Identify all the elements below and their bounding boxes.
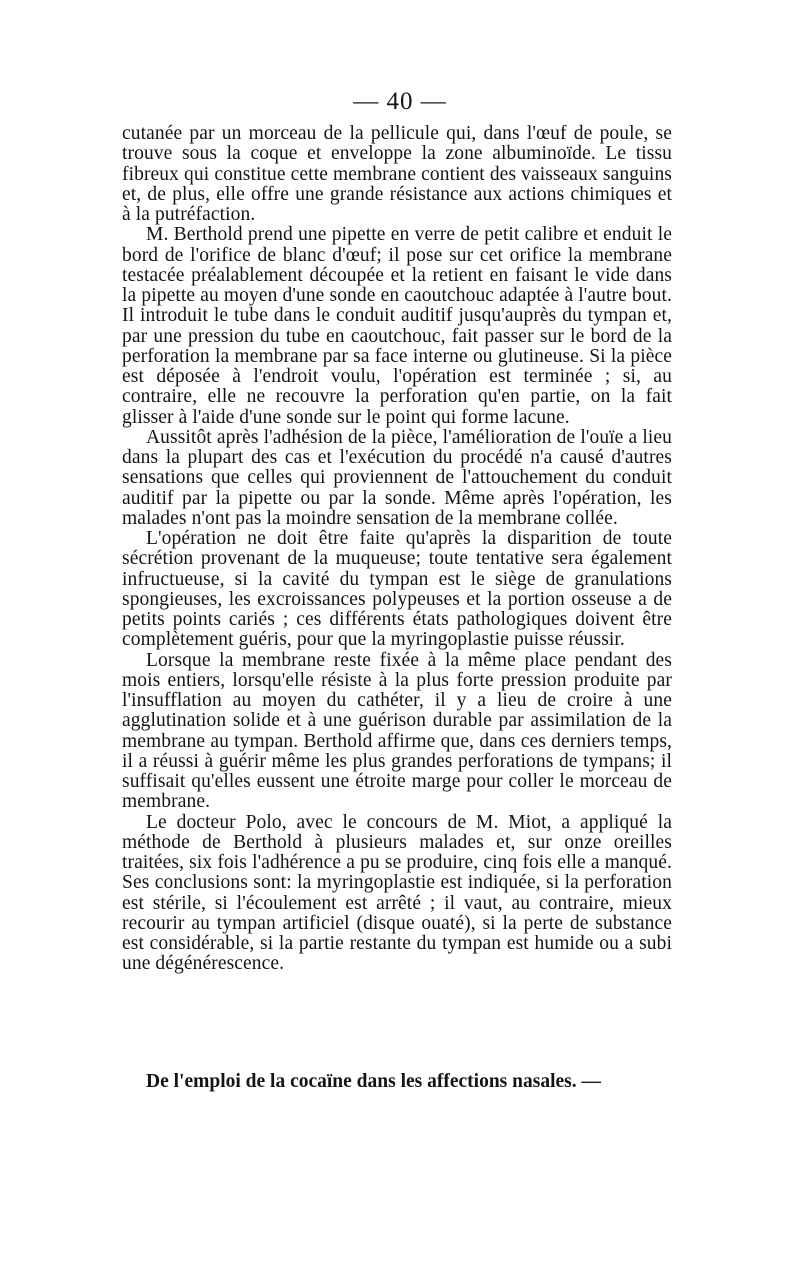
paragraph-membrane-fixation: Lorsque la membrane reste fixée à la même place pendant des mois entiers, lorsqu'elle résiste à la plus forte pression produite par l'insufflation au moyen du cathéter, il y a lieu de croire à une agglutination solide et à une guérison durable par assimilation de la membrane au tympan. Berthold affirme que, dans ces derniers temps, il a réussi à guérir même les plus grandes perforations de tympans; il suffisait qu'elles eussent une étroite marge pour coller le morceau de membrane. (122, 649, 672, 813)
page-number: — 40 — (353, 88, 447, 115)
paragraph-berthold-method: M. Berthold prend une pipette en verre de petit calibre et enduit le bord de l'orifice de blanc d'œuf; il pose sur cet orifice la membrane testacée préalablement découpée et la retient en faisant le vide dans la pipette au moyen d'une sonde en caoutchouc adaptée à l'autre bout. Il introduit le tube dans le conduit auditif jusqu'auprès du tympan et, par une pression du tube en caoutchouc, fait passer sur le bord de la perforation la membrane par sa face interne ou glutineuse. Si la pièce est déposée à l'endroit voulu, l'opération est terminée ; si, au contraire, elle ne recouvre la perforation qu'en partie, on la fait glisser à l'aide d'une sonde sur le point qui forme lacune. (122, 224, 672, 428)
paragraph-continuation: cutanée par un morceau de la pellicule qui, dans l'œuf de poule, se trouve sous la coque et enveloppe la zone albuminoïde. Le tissu fibreux qui constitue cette membrane contient des vaisseaux sanguins et, de plus, elle offre une grande résistance aux actions chimiques et à la putréfaction. (122, 123, 672, 225)
paragraph-operation-conditions: L'opération ne doit être faite qu'après la disparition de toute sécrétion provenant de la muqueuse; toute tentative sera également infructueuse, si la cavité du tympan est le siège de granulations spongieuses, les excroissances polypeuses et la portion osseuse a de petits points cariés ; ces différents états pathologiques doivent être complètement guéris, pour que la myringoplastie puisse réussir. (122, 528, 672, 651)
section-heading: De l'emploi de la cocaïne dans les affections nasales. — (146, 1071, 601, 1092)
paragraph-adhesion-results: Aussitôt après l'adhésion de la pièce, l'amélioration de l'ouïe a lieu dans la plupart des cas et l'exécution du procédé n'a causé d'autres sensations que celles qui proviennent de l'attouchement du conduit auditif par la pipette ou par la sonde. Même après l'opération, les malades n'ont pas la moindre sensation de la membrane collée. (122, 426, 672, 529)
body-text (122, 124, 672, 975)
paragraph-polo-conclusions: Le docteur Polo, avec le concours de M. Miot, a appliqué la méthode de Berthold à plusieurs malades et, sur onze oreilles traitées, six fois l'adhérence a pu se produire, cinq fois elle a manqué. Ses conclusions sont: la myringoplastie est indiquée, si la perforation est stérile, si l'écoulement est arrêté ; il vaut, au contraire, mieux recourir au tympan artificiel (disque ouaté), si la perte de substance est considérable, si la partie restante du tympan est humide ou a subi une dégénérescence. (122, 811, 672, 975)
